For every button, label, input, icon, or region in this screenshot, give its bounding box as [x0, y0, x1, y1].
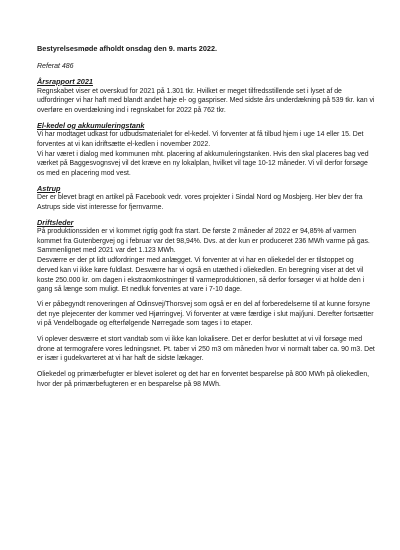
section-paragraph: Regnskabet viser et overskud for 2021 på 1.301 tkr. Hvilket er meget tilfredsstillende set i lyset af de udfordringer vi har haft med blandt andet høje el- og gaspriser. Med sidste års underdækning på 539 tkr. kan vi overføre en overdækning ind i regnskabet for 2022 på 762 tkr.	[37, 87, 375, 114]
section-paragraph: Vi har været i dialog med kommunen mht. placering af akkumuleringstanken. Hvis den skal placeres bag ved værket på Baggesvognsvej vil det kræve en ny lokalplan, hvilket vil tage 10-12 måneder. Vi vil derfor forsøge os med en placering mod vest.	[37, 150, 369, 177]
section-astrup	[37, 184, 375, 213]
section-paragraph: Vi har modtaget udkast for udbudsmaterialet for el-kedel. Vi forventer at få tilbud hjem i uge 14 eller 15. Det forventes at vi kan idriftsætte el-kedlen i november 2022.	[37, 131, 364, 148]
section-paragraph: Der er blevet bragt en artikel på Facebook vedr. vores projekter i Sindal Nord og Mosbjerg. Her blev der fra Astrups side vist interesse for fjernvarme.	[37, 194, 363, 211]
section-paragraph: Desværre er der pt lidt udfordringer med anlægget. Vi forventer at vi har en oliekedel der er tilstoppet og derved kan vi ikke køre fuldlast. Desværre har vi også en utæthed i oliekedlen. En beregning viser at det vil koste 250.000 kr. om dagen i ekstraomkostninger til varmeproduktionen, så derfor forsøger vi at holde den i gang så længe som muligt. Et nedluk forventes at vare i 7-10 dage.	[37, 257, 365, 294]
section-heading: Astrup	[37, 183, 61, 193]
section-heading: Årsrapport 2021	[37, 77, 93, 86]
closing-paragraph: Oliekedel og primærbefugter er blevet isoleret og det har en forventet besparelse på 800 MWh på oliekedlen, hvor der på primærbefugteren er en besparelse på 98 MWh.	[37, 371, 370, 388]
referat-number: Referat 486	[37, 63, 74, 70]
section-heading: El-kedel og akkumuleringstank	[37, 120, 145, 130]
section-driftsleder	[37, 218, 375, 295]
meeting-title: Bestyrelsesmøde afholdt onsdag den 9. marts 2022.	[37, 44, 218, 53]
section-aarsrapport	[37, 77, 375, 116]
section-el-kedel	[37, 121, 375, 179]
document-body	[37, 44, 375, 396]
section-paragraph: På produktionssiden er vi kommet rigtig godt fra start. De første 2 måneder af 2022 er 94,85% af varmen kommet fra Gutenbergvej og i februar var det 98,94%. Dvs. at der kun er produceret 236 MWh varme på gas. Sammenlignet med 2021 var det 1.123 MWh.	[37, 228, 370, 255]
closing-paragraph: Vi oplever desværre et stort vandtab som vi ikke kan lokalisere. Det er derfor besluttet at vi vil forsøge med drone at termografere vores ledningsnet. Pt. taber vi 250 m3 om måneden hvor vi normalt taber ca. 90 m3. Det er især i gudekvarteret at vi har haft de sidste lækager.	[37, 336, 375, 363]
closing-paragraph: Vi er påbegyndt renoveringen af Odinsvej/Thorsvej som også er en del af forberedelserne til at kunne forsyne det nye plejecenter der kommer ved Hjørringvej. Vi forventer at være færdige i slut maj/juni. Derefter fortsætter vi på Vendelbogade og efterfølgende Nørregade som tages i to etaper.	[37, 300, 374, 328]
section-heading: Driftsleder	[37, 217, 74, 227]
